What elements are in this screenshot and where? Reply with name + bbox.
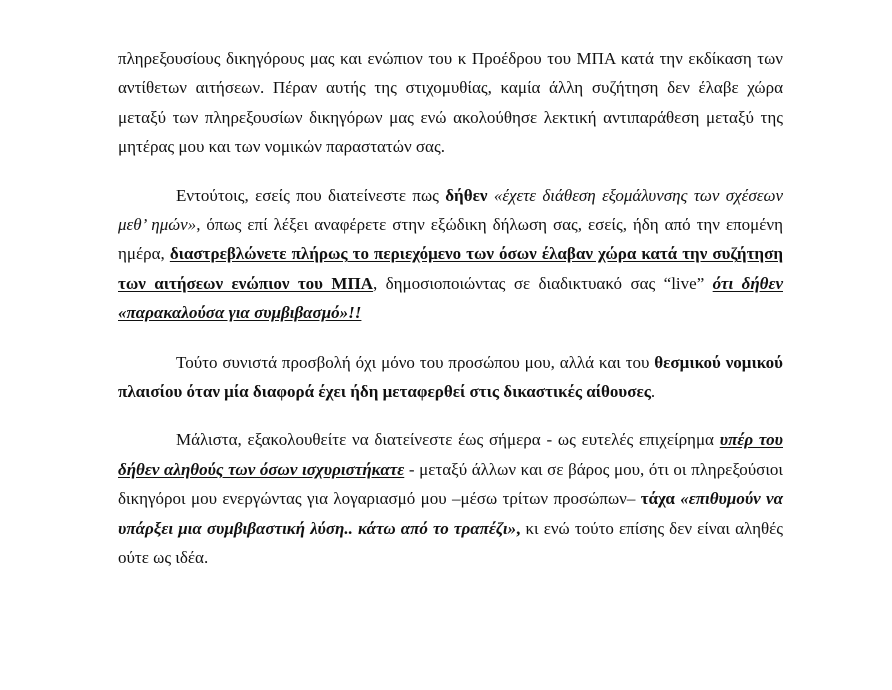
paragraph-4-text-3: κι ενώ τούτο επίσης δεν είναι αληθές ούτε ως ιδέα. <box>118 518 783 568</box>
paragraph-2-quote: «έχετε διάθεση εξομάλυνσης των σχέσεων μεθ’ ημών» <box>118 185 783 235</box>
paragraph-2-claim-underline: ότι δήθεν «παρακαλούσα για συμβιβασμό»!! <box>118 273 783 323</box>
paragraph-2-emphasis-underline: διαστρεβλώνετε πλήρως το περιεχόμενο των όσων έλαβαν χώρα κατά την συζήτηση των αιτήσεων ενώπιον του ΜΠΑ <box>118 244 783 293</box>
paragraph-3-text-1: Τούτο συνιστά προσβολή όχι μόνο του προσώπου μου, αλλά και του <box>176 352 655 372</box>
paragraph-4-claim-underline: υπέρ του δήθεν αληθούς των όσων ισχυριστήκατε <box>118 430 783 479</box>
paragraph-4-text-1: Μάλιστα, εξακολουθείτε να διατείνεστε έως σήμερα - ως ευτελές επιχείρημα <box>176 430 720 450</box>
paragraph-1 <box>118 44 783 162</box>
paragraph-2-text-1: Εντούτοις, εσείς που διατείνεστε πως <box>176 185 446 205</box>
paragraph-2-bold-1: δήθεν <box>445 185 488 205</box>
paragraph-4-bold-1: τάχα <box>640 489 681 509</box>
paragraph-4 <box>118 425 783 572</box>
paragraph-2 <box>118 181 783 328</box>
paragraph-1-text: πληρεξουσίους δικηγόρους μας και ενώπιον του κ Προέδρου του ΜΠΑ κατά την εκδίκαση των αντίθετων αιτήσεων. Πέραν αυτής της στιχομυθίας, καμία άλλη συζήτηση δεν έλαβε χώρα μεταξύ των πληρεξουσίων δικηγόρων μας ενώ ακολούθησε λεκτική αντιπαράθεση μεταξύ της μητέρας μου και των νομικών παραστατών σας. <box>118 49 783 157</box>
paragraph-3 <box>118 348 783 407</box>
paragraph-2-text-4: , δημοσιοποιώντας σε διαδικτυακό σας “live” <box>372 273 713 293</box>
paragraph-4-quote-italic: «επιθυμούν να υπάρξει μια συμβιβαστική λύση.. κάτω από το τραπέζι» <box>118 489 783 538</box>
paragraph-4-text-2: - μεταξύ άλλων και σε βάρος μου, ότι οι πληρεξούσιοι δικηγόροι μου ενεργώντας για λογαριασμό μου –μέσω τρίτων προσώπων– <box>118 459 783 509</box>
paragraph-2-text-3: , όπως επί λέξει αναφέρετε στην εξώδικη δήλωση σας, εσείς, ήδη από την επομένη ημέρα, <box>118 215 783 264</box>
paragraph-3-text-2: . <box>650 382 656 402</box>
paragraph-3-bold: θεσμικού νομικού πλαισίου όταν μία διαφορά έχει ήδη μεταφερθεί στις δικαστικές αίθουσες <box>118 352 783 402</box>
paragraph-4-bold-2: , <box>516 518 521 538</box>
document-page <box>118 44 783 573</box>
